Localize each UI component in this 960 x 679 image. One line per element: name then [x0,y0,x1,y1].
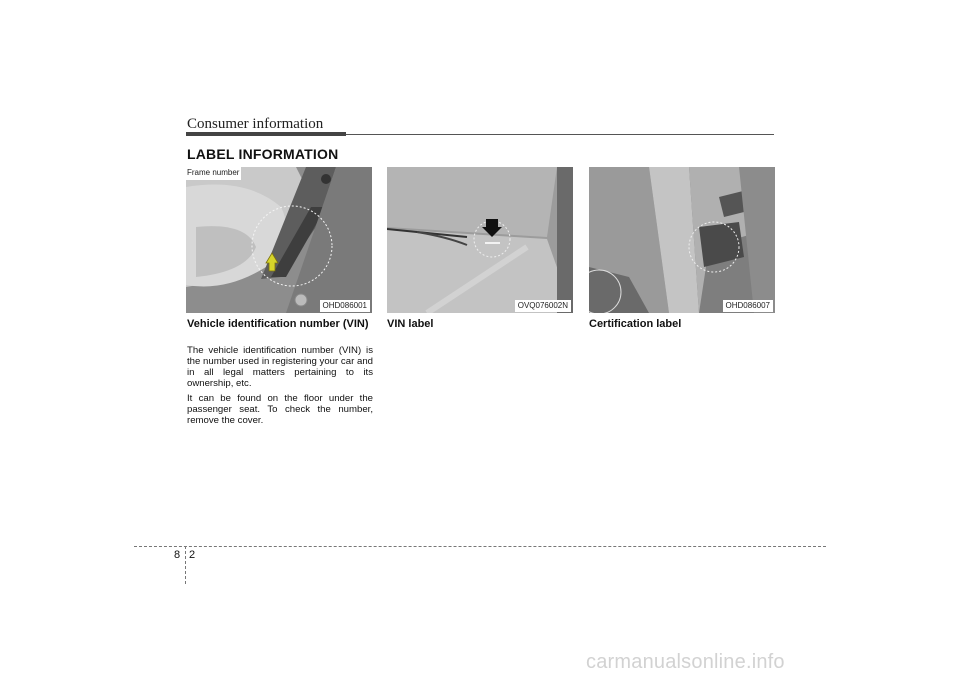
seat-floor-illustration [186,167,372,313]
windshield-illustration [387,167,573,313]
figure-code: OVQ076002N [515,300,571,312]
figure-caption: VIN label [387,318,434,330]
footer-divider [185,546,186,584]
paragraph: The vehicle identification number (VIN) is the number used in registering your car and in all legal matters pertaining to its ownership, etc. [187,345,373,389]
certification-label-photo [589,167,775,313]
figure-caption: Certification label [589,318,682,330]
figure-caption: Vehicle identification number (VIN) [187,318,369,330]
watermark: carmanualsonline.info [586,651,785,673]
vin-floor-photo [186,167,372,313]
header-bar [186,132,346,136]
footer-rule [134,546,826,547]
body-text [187,345,373,430]
figure-code: OHD086001 [320,300,370,312]
header-rule [346,134,774,135]
section-heading: LABEL INFORMATION [187,146,339,162]
vin-label-photo [387,167,573,313]
frame-number-label: Frame number [186,167,241,180]
page-number: 2 [189,549,196,561]
chapter-title: Consumer information [187,116,324,132]
chapter-number: 8 [174,549,181,561]
door-pillar-illustration [589,167,775,313]
paragraph: It can be found on the floor under the passenger seat. To check the number, remove the cover. [187,393,373,426]
figure-code: OHD086007 [723,300,773,312]
